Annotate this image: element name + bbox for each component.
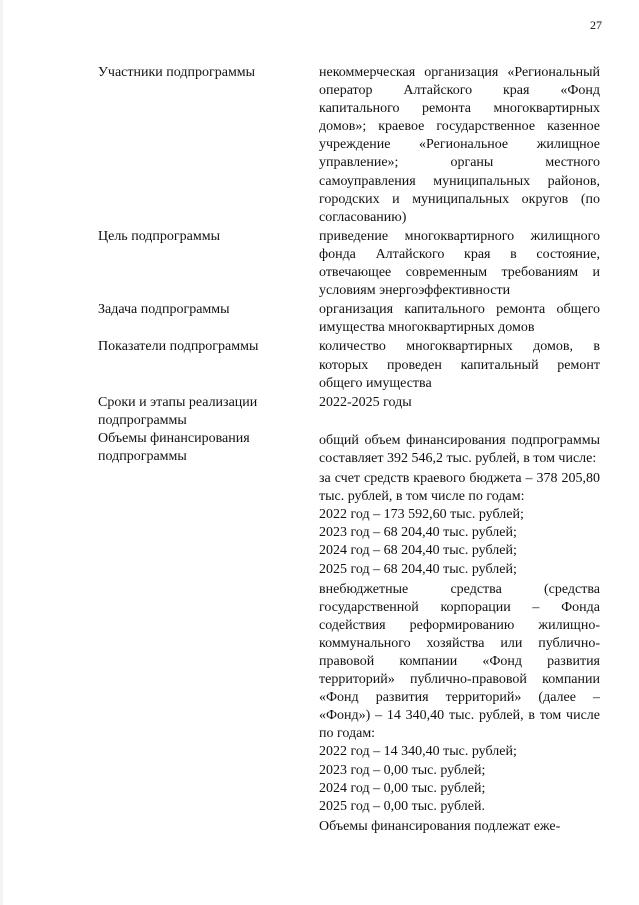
row-value-participants <box>319 64 600 227</box>
value-paragraph: общий объем финансирования подпрограммы составляет 392 546,2 тыс. рублей, в том числе: <box>319 432 600 466</box>
table-row <box>98 227 600 300</box>
row-label-participants: Участники подпрограммы <box>98 65 256 80</box>
row-label-financing: Объемы финансирования подпрограммы <box>98 430 250 464</box>
value-paragraph: организация капитального ремонта общего имущества многоквартирных домов <box>319 302 600 336</box>
scan-edge-shadow <box>0 0 3 905</box>
table-row <box>98 430 600 836</box>
row-value-task <box>319 300 600 337</box>
value-paragraph: приведение многоквартирного жилищного фонда Алтайского края в состояние, отвечающее современным требованиям и условиям энергоэффективности <box>319 228 600 299</box>
row-value-goal <box>319 227 600 300</box>
row-label-goal: Цель подпрограммы <box>98 228 220 244</box>
table-row <box>98 64 600 227</box>
value-paragraph: некоммерческая организация «Региональный оператор Алтайского края «Фонд капитального ремонта многоквартирных домов»; краевое государственное казенное учреждение «Региональное жилищное управление»; органы местного самоуправления муниципальных районов, городских и муниципальных округов (по согласованию) <box>319 65 600 225</box>
value-paragraph: 2022 год – 173 592,60 тыс. рублей; <box>319 507 524 523</box>
value-paragraph: внебюджетные средства (средства государственной корпорации – Фонда содействия реформированию жилищно-коммунального хозяйства или публично-правовой компании «Фонд развития территорий» публично-правовой компании «Фонд развития территорий» (далее – «Фонд») – 14 340,40 тыс. рублей, в том числе по годам: <box>319 581 600 742</box>
value-paragraph: 2024 год – 68 204,40 тыс. рублей; <box>319 543 517 559</box>
value-paragraph: за счет средств краевого бюджета – 378 205,80 тыс. рублей, в том числе по годам: <box>319 471 600 505</box>
page-number: 27 <box>590 18 602 32</box>
row-label-indicators: Показатели подпрограммы <box>98 339 259 355</box>
row-value-financing <box>319 430 600 836</box>
row-value-indicators <box>319 337 600 392</box>
table-row <box>98 337 600 392</box>
row-value-terms <box>319 393 600 430</box>
subprogram-passport-table <box>98 64 600 836</box>
value-paragraph: 2024 год – 0,00 тыс. рублей; <box>319 780 486 796</box>
value-paragraph: 2023 год – 68 204,40 тыс. рублей; <box>319 525 517 541</box>
value-paragraph: 2025 год – 68 204,40 тыс. рублей; <box>319 561 517 577</box>
row-label-terms: Сроки и этапы реализации подпрограммы <box>98 394 258 428</box>
value-paragraph: Объемы финансирования подлежат еже- <box>319 818 561 834</box>
table-row <box>98 300 600 337</box>
value-paragraph: количество многоквартирных домов, в которых проведен капитальный ремонт общего имущества <box>319 339 600 391</box>
value-paragraph: 2022-2025 годы <box>319 394 412 410</box>
value-paragraph: 2022 год – 14 340,40 тыс. рублей; <box>319 744 517 760</box>
table-row <box>98 393 600 430</box>
value-paragraph: 2025 год – 0,00 тыс. рублей. <box>319 798 485 814</box>
value-paragraph: 2023 год – 0,00 тыс. рублей; <box>319 762 486 778</box>
row-label-task: Задача подпрограммы <box>98 302 230 318</box>
